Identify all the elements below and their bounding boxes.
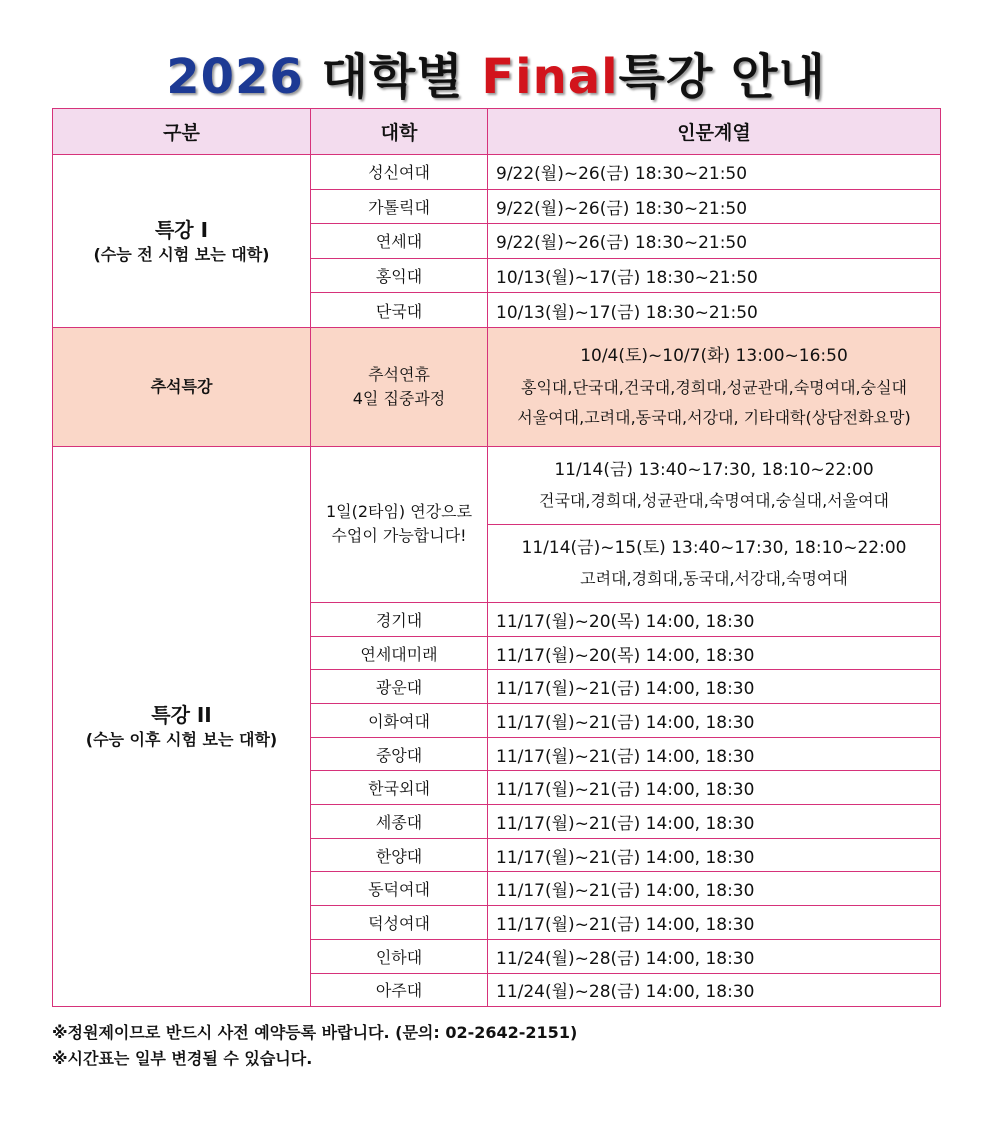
schedule-cell: 9/22(월)~26(금) 18:30~21:50 [488,155,941,190]
schedule-cell: 11/17(월)~21(금) 14:00, 18:30 [488,737,941,771]
table-row [53,155,941,190]
header-university: 대학 [311,109,488,155]
notes [52,1020,577,1072]
university-cell: 단국대 [311,293,488,328]
schedule-cell: 11/17(월)~21(금) 14:00, 18:30 [488,838,941,872]
part2-category-cell [53,446,311,1006]
university-cell: 중앙대 [311,737,488,771]
university-cell: 성신여대 [311,155,488,190]
schedule-cell: 11/17(월)~21(금) 14:00, 18:30 [488,805,941,839]
schedule-cell: 11/17(월)~21(금) 14:00, 18:30 [488,771,941,805]
schedule-cell: 10/13(월)~17(금) 18:30~21:50 [488,293,941,328]
university-cell: 덕성여대 [311,906,488,940]
note-change: ※시간표는 일부 변경될 수 있습니다. [52,1049,313,1068]
page-title: 2026 대학별 Final특강 안내 [166,49,826,105]
schedule-cell: 11/17(월)~20(목) 14:00, 18:30 [488,636,941,670]
header-category: 구분 [53,109,311,155]
schedule-cell: 11/17(월)~21(금) 14:00, 18:30 [488,670,941,704]
university-cell: 동덕여대 [311,872,488,906]
university-cell: 이화여대 [311,704,488,738]
university-cell: 가톨릭대 [311,189,488,224]
note-reservation: ※정원제이므로 반드시 사전 예약등록 바랍니다. (문의: 02-2642-2151) [52,1023,578,1042]
university-cell: 홍익대 [311,258,488,293]
combo-note-line2: 수업이 가능합니다! [331,526,467,546]
schedule-cell: 9/22(월)~26(금) 18:30~21:50 [488,224,941,259]
schedule-cell: 11/17(월)~20(목) 14:00, 18:30 [488,602,941,636]
university-cell: 한양대 [311,838,488,872]
schedule-table [52,108,941,1007]
combo-list: 고려대,경희대,동국대,서강대,숙명여대 [580,569,848,589]
combo-note-cell [311,446,488,602]
combo-schedule-cell [488,446,941,524]
schedule-cell: 10/13(월)~17(금) 18:30~21:50 [488,258,941,293]
chuseok-univ-line1: 추석연휴 [368,364,430,384]
university-cell: 인하대 [311,939,488,973]
chuseok-university-cell [311,327,488,446]
university-cell: 경기대 [311,602,488,636]
header-schedule: 인문계열 [488,109,941,155]
schedule-cell: 11/24(월)~28(금) 14:00, 18:30 [488,973,941,1007]
chuseok-list1: 홍익대,단국대,건국대,경희대,성균관대,숙명여대,숭실대 [520,377,907,397]
chuseok-univ-line2: 4일 집중과정 [352,388,446,408]
part1-title: 특강 I [154,217,209,242]
university-cell: 연세대미래 [311,636,488,670]
combo-note-line1: 1일(2타임) 연강으로 [325,502,473,522]
part2-title: 특강 II [151,703,212,728]
schedule-cell: 11/17(월)~21(금) 14:00, 18:30 [488,704,941,738]
university-cell: 아주대 [311,973,488,1007]
combo-schedule-cell [488,524,941,602]
combo-row [53,446,941,524]
combo-time: 11/14(금) 13:40~17:30, 18:10~22:00 [554,460,874,481]
university-cell: 세종대 [311,805,488,839]
chuseok-category-cell: 추석특강 [53,327,311,446]
schedule-cell: 11/24(월)~28(금) 14:00, 18:30 [488,939,941,973]
schedule-cell: 11/17(월)~21(금) 14:00, 18:30 [488,872,941,906]
part2-subtitle: (수능 이후 시험 보는 대학) [85,730,278,750]
university-cell: 광운대 [311,670,488,704]
chuseok-time: 10/4(토)~10/7(화) 13:00~16:50 [580,346,848,367]
university-cell: 연세대 [311,224,488,259]
schedule-cell: 9/22(월)~26(금) 18:30~21:50 [488,189,941,224]
university-cell: 한국외대 [311,771,488,805]
chuseok-row [53,327,941,446]
chuseok-schedule-cell [488,327,941,446]
combo-list: 건국대,경희대,성균관대,숙명여대,숭실대,서울여대 [538,491,889,511]
combo-time: 11/14(금)~15(토) 13:40~17:30, 18:10~22:00 [521,538,907,559]
schedule-cell: 11/17(월)~21(금) 14:00, 18:30 [488,906,941,940]
part1-category-cell [53,155,311,328]
chuseok-list2: 서울여대,고려대,동국대,서강대, 기타대학(상담전화요망) [517,408,911,428]
part1-subtitle: (수능 전 시험 보는 대학) [93,244,270,264]
